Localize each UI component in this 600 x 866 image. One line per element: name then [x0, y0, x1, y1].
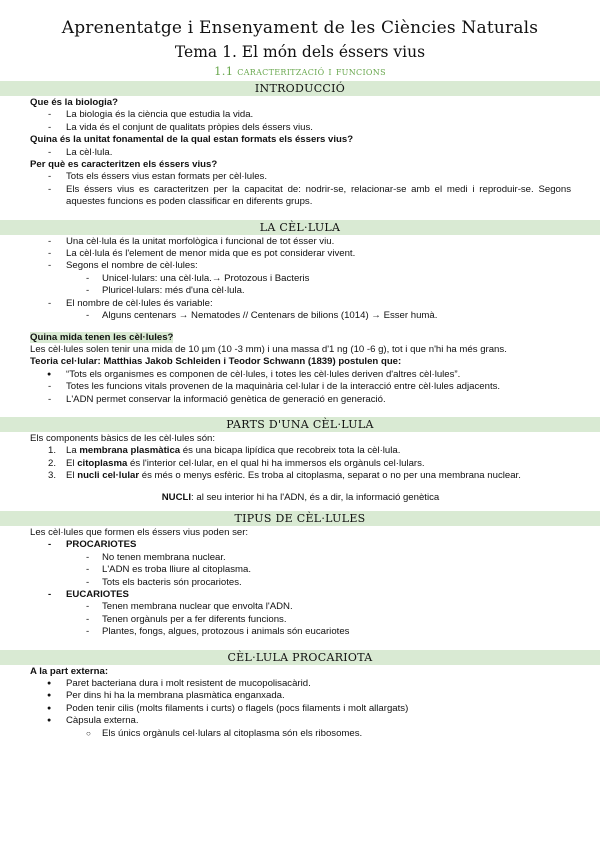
- list-item: - La cèl·lula és l'element de menor mida que es pot considerar vivent.: [30, 248, 571, 260]
- list-eukaryotes: [30, 601, 571, 638]
- list-subitem: - Pluricel·lulars: més d'una cèl·lula.: [30, 285, 571, 297]
- list-item: - La cèl·lula.: [30, 147, 571, 159]
- types-content: [0, 527, 600, 639]
- list-item: - Segons el nombre de cèl·lules:: [30, 260, 571, 272]
- list-item: ● “Tots els organismes es componen de cèl·lules, i totes les cèl·lules deriven d'altres cèl·lules”.: [30, 369, 571, 381]
- list-subitem: - Tenen orgànuls per a fer diferents funcions.: [30, 614, 571, 626]
- list-item: - Una cèl·lula és la unitat morfològica i funcional de tot ésser viu.: [30, 236, 571, 248]
- external-part-title: A la part externa:: [30, 665, 109, 677]
- list-prokaryote-external: [30, 678, 571, 740]
- list-item: 1. La membrana plasmàtica és una bicapa lipídica que recobreix tota la cèl·lula.: [48, 445, 401, 457]
- list-cell-theory: [30, 369, 571, 406]
- question-characteristics: Per què es caracteritzen els éssers vius?: [30, 159, 218, 171]
- cell-size-answer: Les cèl·lules solen tenir una mida de 10 µm (10 -3 mm) i una massa d'1 ng (10 -6 g), tot i que n'hi ha més grans.: [30, 343, 507, 355]
- list-subitem: - Tots els bacteris són procariotes.: [30, 577, 571, 589]
- list-item: ● Paret bacteriana dura i molt resistent de mucopolisacàrid.: [30, 678, 571, 690]
- section-title: 1.1 caracterització i funcions: [214, 64, 386, 78]
- list-item: - El nombre de cèl·lules és variable:: [30, 298, 571, 310]
- document-subtitle: Tema 1. El món dels éssers vius: [174, 43, 426, 61]
- question-biology: Que és la biologia?: [30, 97, 118, 108]
- list-subitem: - Unicel·lulars: una cèl·lula.→ Protozous i Bacteris: [30, 273, 571, 285]
- prokaryotes-heading: - PROCARIOTES: [30, 539, 571, 551]
- parts-content: [0, 433, 600, 504]
- cell-theory-title: Teoria cel·lular: Matthias Jakob Schleiden i Teodor Schwann (1839) postulen que:: [30, 356, 402, 368]
- list-subitem: - No tenen membrana nuclear.: [30, 552, 571, 564]
- list-cell: [30, 236, 571, 323]
- list-item: - La vida és el conjunt de qualitats pròpies dels éssers vius.: [30, 122, 571, 134]
- question-fundamental-unit: Quina és la unitat fonamental de la qual estan formats els éssers vius?: [30, 134, 354, 146]
- prokaryote-content: [0, 666, 600, 740]
- list-subitem: - L'ADN es troba lliure al citoplasma.: [30, 564, 571, 576]
- nucli-note: NUCLI: al seu interior hi ha l'ADN, és a dir, la informació genètica: [161, 491, 440, 503]
- document-title: Aprenentatge i Ensenyament de les Ciències Naturals: [61, 18, 539, 38]
- parts-intro: Els components bàsics de les cèl·lules són:: [30, 432, 216, 444]
- list-item: - L'ADN permet conservar la informació genètica de generació en generació.: [30, 394, 571, 406]
- list-item: 3. El nucli cel·lular és més o menys esfèric. Es troba al citoplasma, separat o no per una membrana nuclear.: [48, 470, 521, 482]
- section-heading-intro: INTRODUCCIÓ: [0, 81, 600, 96]
- intro-content: [0, 97, 600, 209]
- list-cell-parts: [30, 445, 571, 482]
- list-item: ● Càpsula externa.: [30, 715, 571, 727]
- list-biology: [30, 109, 571, 134]
- list-subitem: - Plantes, fongs, algues, protozous i animals són eucariotes: [30, 626, 571, 638]
- list-item: - La biologia és la ciència que estudia la vida.: [30, 109, 571, 121]
- types-intro: Les cèl·lules que formen els éssers vius poden ser:: [30, 526, 249, 538]
- eukaryotes-heading: - EUCARIOTES: [30, 589, 571, 601]
- list-subitem: - Alguns centenars → Nematodes // Centenars de bilions (1014) → Esser humà.: [30, 310, 571, 322]
- list-item: 2. El citoplasma és l'interior cel·lular, en el qual hi ha immersos els orgànuls cel·lulars.: [48, 457, 425, 469]
- list-subitem: - Tenen membrana nuclear que envolta l'ADN.: [30, 601, 571, 613]
- list-prokaryotes: [30, 552, 571, 589]
- cell-content: [0, 236, 600, 406]
- section-heading-cell-types: TIPUS DE CÈL·LULES: [0, 511, 600, 526]
- section-heading-cell: LA CÈL·LULA: [0, 220, 600, 235]
- document-page: [0, 18, 600, 866]
- section-heading-cell-parts: PARTS D'UNA CÈL·LULA: [0, 417, 600, 432]
- list-characteristics: [30, 171, 571, 208]
- list-item: - Totes les funcions vitals provenen de la maquinària cel·lular i de la interacció entre cèl·lules adjacents.: [30, 381, 571, 393]
- question-cell-size: Quina mida tenen les cèl·lules?: [30, 331, 174, 343]
- list-item: ● Poden tenir cilis (molts filaments i curts) o flagels (pocs filaments i molt allargats): [30, 703, 571, 715]
- list-item: ● Per dins hi ha la membrana plasmàtica enganxada.: [30, 690, 571, 702]
- section-heading-prokaryote-cell: CÈL·LULA PROCARIOTA: [0, 650, 600, 665]
- list-item: - Els éssers vius es caracteritzen per la capacitat de: nodrir-se, relacionar-se amb el medi i reproduir-se. Segons aquestes funcions es poden classificar en diferents grups.: [30, 184, 571, 209]
- list-subitem: ○ Els únics orgànuls cel·lulars al citoplasma són els ribosomes.: [30, 728, 571, 740]
- list-fundamental-unit: [30, 147, 571, 159]
- list-item: - Tots els éssers vius estan formats per cèl·lules.: [30, 171, 571, 183]
